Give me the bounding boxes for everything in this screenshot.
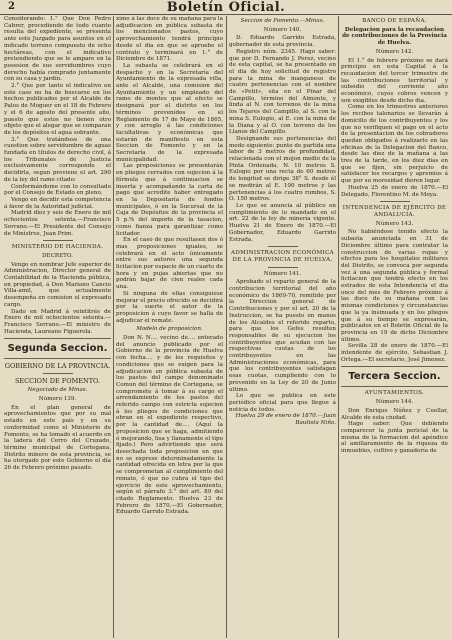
column-4 xyxy=(341,16,448,638)
paragraph: Madrid diez y seis de Enero de mil ochocientos setenta.—Francisco Serrano.—El Presidente del Consejo de Ministros, Juan Prim. xyxy=(4,210,111,237)
paragraph: Dado en Madrid á veintitrés de Enero de mil ochocientos setenta.—Francisco Serrano.—El ministro de Hacienda, Laureano Figuerola. xyxy=(4,308,111,335)
paragraph: Don Enrique Núñez y Cuellar, Alcalde de esta ciudad. xyxy=(341,407,448,421)
section-heading: AYUNTAMIENTOS. xyxy=(364,390,425,397)
column-1 xyxy=(4,16,111,638)
paragraph: No habiéndose tenido efecto la subasta anunciada en 31 de Diciembre último para contratar la construccion de varias ropas y efectos para los hospitales militares del Distrito, se convoca por segunda vez á una segunda pública y formal licitacion que tendrá efecto en los estrados de esta Intendencia el dia once del mes de Febrero próximo á las doce de su mañana con las mismas condiciones y circunstancias que la ya insinuada y en los pliegos que á su tiempo se expresarán, publicados en el Boletín Oficial de la provincia en 19 de dicho Diciembre último. xyxy=(341,229,448,343)
paragraph: Designando sus pertenencias del modo siguiente: punto de partida una labor de 3 metros de profundidad, relacionada con el mojon medio de la Pinta Ordenada, N. 10 metros S. Eulogio por una recta de 60 metros de longitud se dirige 38° S. desde él se medirán al E. 100 metros y las pertenencias á los cuatro rumbos, S. O. 150 metros. xyxy=(229,135,336,203)
paragraph: Si ninguna de ellas consiguiese mejorar el precio ofrecido se decidirá por la suerte el autor de la proposicion á cuyo favor se halla de adjudicar el remate. xyxy=(116,290,223,324)
page-number: 2 xyxy=(8,1,15,12)
notice-number: Número 139. xyxy=(38,396,77,403)
newspaper-title: Boletín Oficial. xyxy=(166,0,286,15)
paragraph: 2.° Que por tanto el indicativo en este caso no ha de buscarse en los hechos publicados por el Alcalde de Palos de Moguer en el 18 de Febrero y el 6 de agosto del presente año, puesto que estos no tienen otro objeto que el alegar que se comparan de los depósitos el agua sobrante. xyxy=(4,83,111,136)
column-2 xyxy=(116,16,223,638)
paragraph: La subasta se celebrará en el despacho y en la Secretaría del Ayuntamiento de la expresada villa, ante el Alcalde, una comision del Ayuntamiento y un empleado del ramo de montes que al efecto se designará por el distrito en los términos prevenidos en el Reglamento de 17 de Mayo de 1865, y con arreglo á las condiciones facultativas y económicas que estarán de manifiesto en esta Seccion de Fomento y en la Secretaría de la expresada municipalidad. xyxy=(116,62,223,163)
paragraph: Aprobado el reparto general de la contribucion territorial del año económico de 1869-70, remitido por la Direccion general de Contribuciones y por el art. 20 de la Instruccion, se ha puesto en manos de los Alcaldes el referido reparto, para que los Gefes resulten responsables de su ejecucion los contribuyentes que acudan con las respectivas cuotas de los contribuyentes en las Administraciones económicas, para que los contribuyentes satisfagan esas cuotas, cumpliendo con lo prevenido en la Ley de 20 de Junio ultimo. xyxy=(229,279,336,393)
separator xyxy=(4,358,111,359)
subheading: Modelo de proposicion. xyxy=(136,326,203,333)
subheading: Seccion de Fomento.—Minas. xyxy=(240,18,325,24)
notice-number: Número 143. xyxy=(375,220,414,227)
separator xyxy=(268,246,298,247)
section-heading: BANCO DE ESPAÑA. xyxy=(362,18,427,24)
notice-number: Número 140. xyxy=(263,26,302,33)
section-heading: INTENDENCIA DE EJÉRCITO DE ANDALUCÍA. xyxy=(342,205,447,218)
separator xyxy=(43,373,73,374)
column-divider xyxy=(226,16,227,638)
column-3 xyxy=(229,16,336,638)
paragraph: El 1.° de febrero próximo se dará principio en esta Capital á la recaudacion del tercer trimestre de las contribuciones territorial y subsidio del corriente año económico, cuyos cobros vencen y son exigibles desde dicho dia. xyxy=(341,57,448,104)
separator xyxy=(341,386,448,387)
paragraph: En el caso de que resultasen dos ó mas proposiciones iguales, se celebrará en el acto únicamente entre sus autores una segunda licitacion por espacio de un cuarto de hora y en pujas abiertas que no podrán bajar de cien reales cada una. xyxy=(116,237,223,291)
paragraph: Hago saber: Que debiendo comparecer la junta pericial de la misma de la formacion del apéndice al amillaramiento de la riqueza de inmuebles, cultivo y ganadería de xyxy=(341,421,448,455)
paragraph: Como en los trimestres anteriores los recibos talonarios se llevarán á domicilio de los contribuyentes y los que no verifiquen el pago en el acto de la presentacion de los cobradores quedan obligados á realizarlo en las oficinas de la Delegacion del Banco, desde las diez de la mañana á las tres de la tarde, en los diez dias en que se fijen, sin perjuicio de satisfacer los recargos y apremios á que por su morosidad dieren lugar. xyxy=(341,104,448,185)
section-heading: ADMINISTRACION ECONÓMICA DE LA PROVINCIA DE HUELVA. xyxy=(230,250,334,263)
paragraph: Don N. N.... vecino de.... enterado del anuncio publicado por el Gobierno de la provincia de Huelva con fecha.... y de los requisitos y condiciones que se exigen para la adjudicacion en pública subasta de los pastos del campo denominado Comun del término de Cortegana, se compromete á tomar á su cargo el arrendamiento de los pastos del referido campo con estricta sujecion á los pliegos de condiciones que obran en el expediente respectivo, por la cantidad de.... (Aquí la proposicion que se haga, admitiendo ó mejorando, lisa y llanamente el tipo fijado.) Pero advirtiendo que será desechada toda proposicion en que no se exprese determinadamente la cantidad ofrecida en letra por la que se comprometan al cumplimiento del remate, ó que no cubra el tipo del ejercicio de este aprovechamiento, según el párrafo 3.° del art. 89 del citado Reglamento. Huelva 23 de Febrero de 1870.—El Gobernador, Eduardo Garrido Estrada. xyxy=(116,335,223,516)
notice-number: Número 141. xyxy=(263,270,302,277)
masthead xyxy=(0,0,452,15)
subheading: Delegacion para la recaudacion de contribuciones de la Provincia de Huelva. xyxy=(342,26,447,47)
paragraph: Lo que se publica en este periódico oficial para que llegue á noticia de todos. xyxy=(229,393,336,413)
column-divider xyxy=(113,16,114,638)
signature-line: Huelva 29 de enero de 1870.—Juan Bautista Niño. xyxy=(235,413,336,427)
separator xyxy=(4,338,111,339)
paragraph: 3.° Que tratándose de una cuestion sobre servidumbre de aguas fundada en títulos de derecho civil, á los Tribunales de Justicia exclusivamente corresponde el decidirla, segun previene el art. 290 de la ley del ramo citado: xyxy=(4,136,111,183)
paragraph: Vengo en decidir esta competencia á favor de la Autoridad judicial. xyxy=(4,196,111,210)
notice-number: Número 144. xyxy=(375,399,414,406)
paragraph: Las proposiciones se presentarán en pliegos cerrados con sujecion á la fórmula que á continuacion se inserta y acompañando la carta de pago que acredite haber entregado en la Depositaría de fondos municipales, ó en la Sucursal de la Caja de Depósitos de la provincia el 5 p.% del importe de la tasacion, como fianza para garantizar como licitador. xyxy=(116,163,223,237)
subheading: SECCION DE FOMENTO. xyxy=(14,377,101,386)
paragraph: Vengo en nombrar Jefe superior de Administracion, Director general de Contabilidad de la Hacienda pública, en propiedad, á Don Mariano Cancio Villa-amil, que actualmente desempeña en comision el expresado cargo. xyxy=(4,261,111,308)
subheading: Negociado de Minas. xyxy=(27,387,88,394)
column-divider xyxy=(338,16,339,638)
paragraph: Registro núm. 2345. Hago saber: que por D. Fernando J. Perez, vecino de esta capital, se ha presentado en el dia de hoy solicitud de registro para la mina de manganeso de cuatro pertenencias con el nombre de «Petit», sita en el Pinar del Campillo, término del Almonte, y linda al N. con terrenos de la mina los Tejares del Campillo, al S. con la mina S. Eulogio, al E. con la mina de la Diana y al O. con terreno de los Llanos del Campillo. xyxy=(229,48,336,136)
paragraph: En el plan general de aprovechamientos que por su mal estado en este país y en su conformidad como el Ministerio de Fomento, se ha tomado el acuerdo en la ladera del Cerro del Cruzado, término municipal de Cortegana, Distrito minero de esta provincia, se ha otorgado por este Gobierno el día 26 de Febrero próximo pasado. xyxy=(4,404,111,472)
paragraph: D. Eduardo Garrido Estrada, gobernador de esta provincia. xyxy=(229,35,336,49)
section-title: Segunda Seccion. xyxy=(7,343,108,355)
subheading: DECRETO. xyxy=(42,252,73,259)
paragraph: ximo á las doce de su mañana para la adjudicacion en pública subasta de los mencionados pastos, cuyo aprovechamiento tendrá principio desde el dia en que se apruebe el contrato y terminará en 1.° de Diciembre de 1871. xyxy=(116,16,223,63)
section-heading: GOBIERNO DE LA PROVINCIA. xyxy=(4,362,111,371)
paragraph: Conformándome con lo consultado por el Consejo de Estado en pleno, xyxy=(4,183,111,197)
paragraph: Considerando: 1.° Que Don Pedro Cabrer, procediendo de todo cuanto resulta del expediente, se presenta ante este Juzgado para asuntos en el indicado terreno compuesto de ocho hectáreas, con el indicativo pretendiendo que se le ampare en la posesion de sus servidumbres cuyo derecho había comprado juntamente con su casa y jardín. xyxy=(4,16,111,83)
section-title: Tercera Seccion. xyxy=(348,371,441,383)
notice-number: Número 142. xyxy=(375,48,414,55)
paragraph: Sevilla 28 de enero de 1870.—El intendente de ejército, Sebastian J. Ortega.—El secretario, José Jimenez. xyxy=(341,343,448,363)
separator xyxy=(380,201,410,202)
paragraph: Huelva 25 de enero de 1870.—El Delegado, Florentino M. de Moya. xyxy=(341,184,448,198)
paragraph: Lo que se anuncia al público en cumplimiento de lo mandado en el art. 22 de la ley de minería vigente. Huelva 21 de Enero de 1870.—El Gobernador, Eduardo Garrido Estrada. xyxy=(229,202,336,243)
separator xyxy=(268,267,298,268)
separator xyxy=(341,366,448,367)
separator xyxy=(43,240,73,241)
section-heading: MINISTERIO DE HACIENDA. xyxy=(11,244,104,251)
